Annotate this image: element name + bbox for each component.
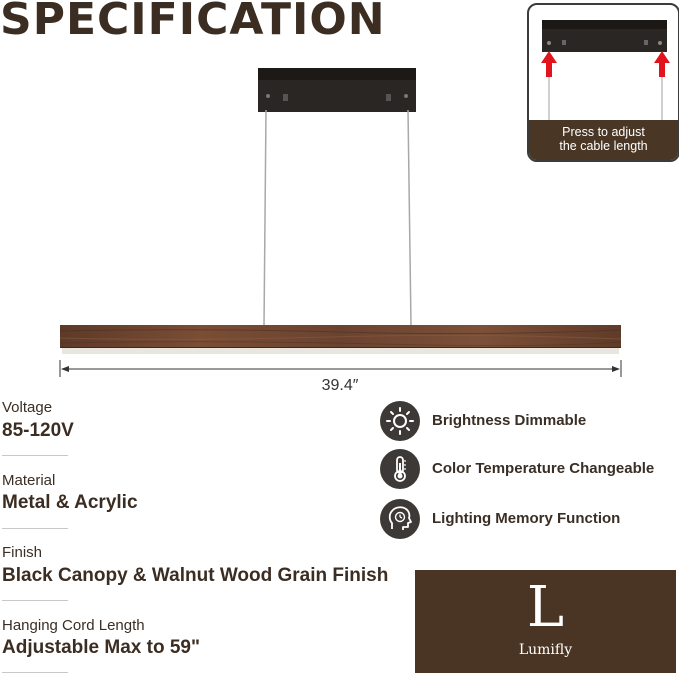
- feature-brightness-dimmable: Brightness Dimmable: [432, 412, 587, 429]
- feature-lighting-memory: Lighting Memory Function: [432, 510, 621, 527]
- spec-label-material: Material: [2, 472, 56, 489]
- canopy-closeup: [529, 5, 678, 120]
- inset-caption-line-2: the cable length: [559, 139, 648, 153]
- spec-value-cord-length: Adjustable Max to 59": [2, 637, 200, 658]
- divider: [2, 455, 68, 456]
- page-title: SPECIFICATION: [0, 0, 386, 45]
- memory-head-icon: [380, 499, 420, 539]
- arrow-up-icon: [654, 51, 670, 77]
- feature-color-temperature: Color Temperature Changeable: [432, 460, 655, 477]
- brand-logo-letter: L: [526, 575, 565, 640]
- spec-label-cord-length: Hanging Cord Length: [2, 617, 145, 634]
- spec-value-voltage: 85-120V: [2, 420, 74, 441]
- left-cable: [264, 110, 266, 326]
- thermometer-icon: [380, 449, 420, 489]
- sun-icon: [380, 401, 420, 441]
- canopy: [258, 68, 416, 112]
- inset-caption-line-1: Press to adjust: [562, 125, 645, 139]
- divider: [2, 672, 68, 673]
- width-dimension-line: [60, 360, 621, 377]
- width-dimension-label: 39.4″: [321, 377, 359, 394]
- wood-bar: [60, 325, 621, 354]
- spec-label-voltage: Voltage: [2, 399, 53, 416]
- right-cable: [408, 110, 411, 326]
- spec-label-finish: Finish: [2, 544, 43, 561]
- spec-value-finish: Black Canopy & Walnut Wood Grain Finish: [2, 565, 389, 586]
- brand-logo-panel: [415, 570, 676, 673]
- inset-caption: [529, 120, 678, 160]
- arrow-up-icon: [541, 51, 557, 77]
- brand-name: Lumifly: [518, 642, 573, 658]
- cable-adjust-inset: [527, 3, 679, 162]
- divider: [2, 600, 68, 601]
- spec-value-material: Metal & Acrylic: [2, 492, 138, 513]
- divider: [2, 528, 68, 529]
